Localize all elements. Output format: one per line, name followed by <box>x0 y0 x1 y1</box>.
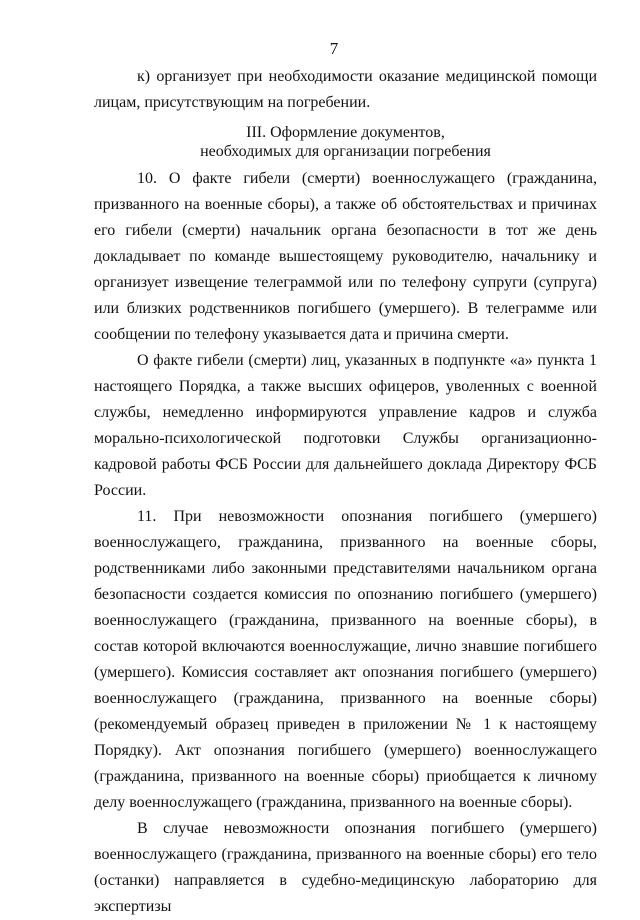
paragraph-11-continued: В случае невозможности опознания погибшего (умершего) военнослужащего (гражданина, призванного на военные сборы) его тело (останки) направляется в судебно-медицинскую лабораторию для экспертизы <box>94 820 597 915</box>
paragraph-k: к) организует при необходимости оказание медицинской помощи лицам, присутствующим на погребении. <box>94 68 597 111</box>
paragraph-11: 11. При невозможности опознания погибшего (умершего) военнослужащего, гражданина, призванного на военные сборы, родственниками либо законными представителями начальником органа безопасности создается комиссия по опознанию погибшего (умершего) военнослужащего (гражданина, призванного на военные сборы), в состав которой включаются военнослужащие, лично знавшие погибшего (умершего). Комиссия составляет акт опознания погибшего (умершего) военнослужащего (гражданина, призванного на военные сборы) (рекомендуемый образец приведен в приложении № 1 к настоящему Порядку). Акт опознания погибшего (умершего) военнослужащего (гражданина, призванного на военные сборы) приобщается к личному делу военнослужащего (гражданина, призванного на военные сборы). <box>94 508 597 811</box>
document-body <box>94 64 597 920</box>
page-number: 7 <box>329 39 339 58</box>
section-heading-line-2: необходимых для организации погребения <box>200 143 491 160</box>
paragraph-10: 10. О факте гибели (смерти) военнослужащего (гражданина, призванного на военные сборы), а также об обстоятельствах и причинах его гибели (смерти) начальник органа безопасности в тот же день докладывает по команде вышестоящему руководителю, начальнику и организует извещение телеграммой или по телефону супруги (супруга) или близких родственников погибшего (умершего). В телеграмме или сообщении по телефону указывается дата и причина смерти. <box>94 170 597 343</box>
paragraph-10-continued: О факте гибели (смерти) лиц, указанных в подпункте «а» пункта 1 настоящего Порядка, а также высших офицеров, уволенных с военной службы, немедленно информируются управление кадров и служба морально-психологической подготовки Службы организационно-кадровой работы ФСБ России для дальнейшего доклада Директору ФСБ России. <box>94 352 597 499</box>
section-heading <box>94 123 597 161</box>
section-heading-line-1: III. Оформление документов, <box>246 124 445 141</box>
